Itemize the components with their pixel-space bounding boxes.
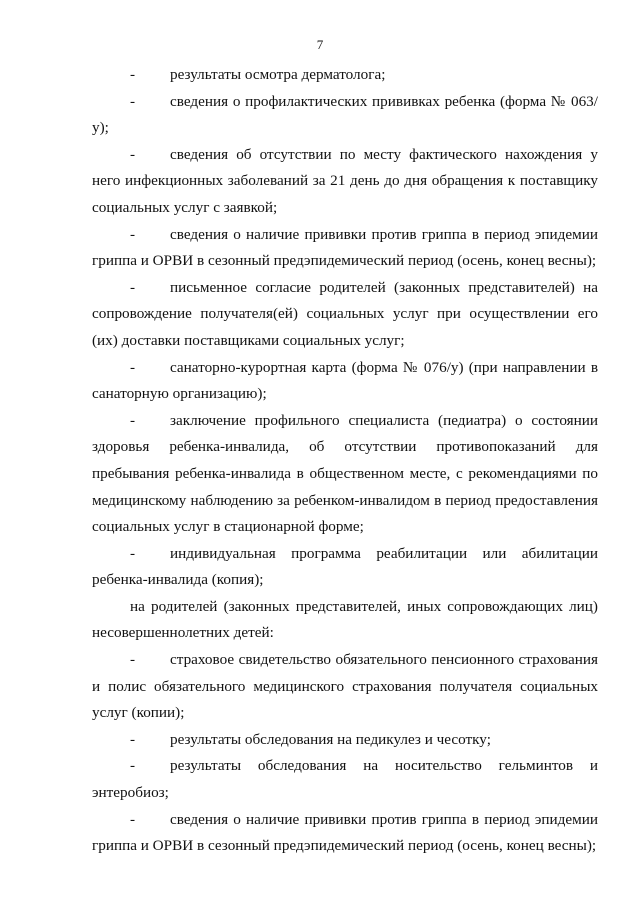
list-item-vaccinations bbox=[92, 89, 598, 142]
list-item-sanatorium-card bbox=[92, 355, 598, 408]
list-dash: - bbox=[130, 757, 136, 775]
list-item-rehabilitation-program bbox=[92, 541, 598, 594]
list-dash: - bbox=[130, 730, 136, 748]
list-item-flu-vaccine bbox=[92, 222, 598, 275]
list-item-text: заключение профильного специалиста (педиатра) о состоянии здоровья ребенка-инвалида, об отсутствии противопоказаний для пребывания ребенка-инвалида в общественном месте, с рекомендациями по медицинскому наблюдению за ребенком-инвалидом в период предоставления социальных услуг в стационарной форме; bbox=[92, 411, 598, 536]
list-item-dermatologist bbox=[92, 62, 598, 89]
parents-heading: на родителей (законных представителей, иных сопровождающих лиц) несовершеннолетних детей: bbox=[92, 597, 598, 642]
list-dash: - bbox=[130, 145, 136, 163]
list-item-text: письменное согласие родителей (законных представителей) на сопровождение получателя(ей) социальных услуг при осуществлении его (их) доставки поставщиками социальных услуг; bbox=[92, 278, 598, 349]
list-item-flu-vaccine-parents bbox=[92, 807, 598, 860]
list-item-text: результаты обследования на носительство гельминтов и энтеробиоз; bbox=[92, 757, 598, 802]
list-dash: - bbox=[130, 278, 136, 296]
list-dash: - bbox=[130, 358, 136, 376]
list-item-text: сведения о профилактических прививках ребенка (форма № 063/у); bbox=[92, 92, 598, 137]
list-item-pediculosis-exam bbox=[92, 727, 598, 754]
list-item-parental-consent bbox=[92, 275, 598, 355]
list-dash: - bbox=[130, 544, 136, 562]
list-dash: - bbox=[130, 92, 136, 110]
list-dash: - bbox=[130, 810, 136, 828]
list-item-pediatrician-conclusion bbox=[92, 408, 598, 541]
list-dash: - bbox=[130, 651, 136, 669]
list-item-text: страховое свидетельство обязательного пенсионного страхования и полис обязательного медицинского страхования получателя социальных услуг (копии); bbox=[92, 651, 598, 722]
page-number: 7 bbox=[316, 37, 324, 52]
list-item-text: сведения об отсутствии по месту фактического нахождения у него инфекционных заболеваний за 21 день до дня обращения к поставщику социальных услуг с заявкой; bbox=[92, 145, 598, 216]
list-item-text: результаты осмотра дерматолога; bbox=[170, 66, 386, 83]
list-item-text: санаторно-курортная карта (форма № 076/у) (при направлении в санаторную организацию); bbox=[92, 358, 598, 403]
list-item-text: сведения о наличие прививки против гриппа в период эпидемии гриппа и ОРВИ в сезонный предэпидемический период (осень, конец весны); bbox=[92, 225, 598, 270]
list-item-text: сведения о наличие прививки против гриппа в период эпидемии гриппа и ОРВИ в сезонный предэпидемический период (осень, конец весны); bbox=[92, 810, 598, 855]
document-body bbox=[92, 62, 598, 860]
list-item-helminth-exam bbox=[92, 753, 598, 806]
list-dash: - bbox=[130, 66, 136, 83]
list-dash: - bbox=[130, 411, 136, 429]
list-item-insurance-documents bbox=[92, 647, 598, 727]
list-item-infections bbox=[92, 142, 598, 222]
list-dash: - bbox=[130, 225, 136, 243]
list-item-text: индивидуальная программа реабилитации или абилитации ребенка-инвалида (копия); bbox=[92, 544, 598, 589]
list-item-text: результаты обследования на педикулез и чесотку; bbox=[170, 730, 491, 748]
